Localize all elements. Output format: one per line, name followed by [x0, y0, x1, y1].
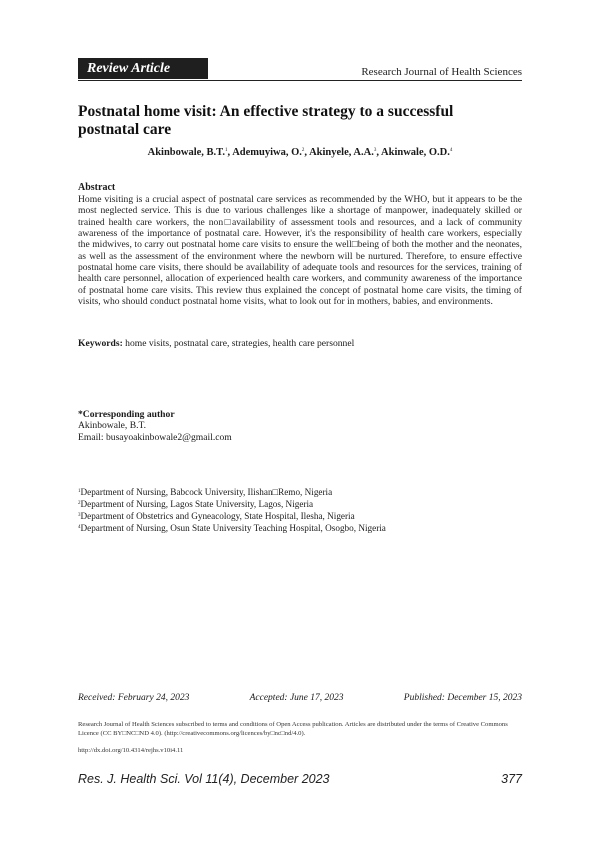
- journal-name: Research Journal of Health Sciences: [361, 66, 522, 78]
- author-name: Akinyele, A.A.: [309, 147, 374, 158]
- affiliation-item: [78, 522, 522, 534]
- received-date: Received: February 24, 2023: [78, 693, 190, 703]
- abstract-text: Home visiting is a crucial aspect of postnatal care services as recommended by the WHO, but it appears to be the most neglected service. This is due to various challenges like a shortage of manpower, inadequately skilled or trained health care workers, the non□availability of assessment tools and resources, and a lack of community awareness of the importance of postnatal care. However, it's the responsibility of health care workers, especially the midwives, to carry out postnatal home care visits to ensure the well□being of both the mother and the neonates, as well as the assessment of the environment where the newborn will be nurtured. Therefore, to ensure effective postnatal home care visits, there should be availability of adequate tools and resources for the services, training of health care personnel, allocation of experienced health care workers, and community awareness of the importance of postnatal home care visits. This review thus explained the concept of postnatal home care visits, the timing of visits, who should conduct postnatal home visits, what to look out for in mothers, babies, and environments.: [78, 194, 522, 308]
- page-footer: [78, 772, 522, 786]
- affiliation-text: Department of Obstetrics and Gyneacology, State Hospital, Ilesha, Nigeria: [80, 511, 355, 522]
- corresponding-author-email[interactable]: Email: busayoakinbowale2@gmail.com: [78, 431, 232, 443]
- affiliations: [78, 486, 522, 534]
- header-divider: [78, 80, 522, 81]
- affiliation-marker: 3: [78, 513, 81, 519]
- author-affiliation-marker: 3: [373, 148, 377, 153]
- affiliation-marker: 1: [78, 489, 81, 494]
- affiliation-text: Department of Nursing, Osun State University Teaching Hospital, Osogbo, Nigeria: [80, 523, 386, 534]
- affiliation-item: [78, 498, 522, 510]
- author-name: Ademuyiwa, O.: [232, 147, 302, 158]
- author-list: Akinbowale, B.T.$^1$, Ademuyiwa, O.$^2$, Akinyele, A.A.$^3$, Akinwale, O.D.$^4$: [147, 147, 453, 158]
- affiliation-marker: 4: [78, 525, 81, 531]
- keywords: [78, 338, 522, 349]
- author-affiliation-marker: 4: [449, 148, 453, 153]
- doi-link[interactable]: http://dx.doi.org/10.4314/rejhs.v10i4.11: [78, 747, 184, 754]
- corresponding-author: [78, 409, 378, 443]
- affiliation-item: [78, 510, 522, 522]
- page-number: 377: [501, 772, 522, 786]
- published-date: Published: December 15, 2023: [403, 693, 522, 703]
- author-affiliation-marker: 2: [301, 148, 305, 153]
- affiliation-text: Department of Nursing, Babcock University, Ilishan□Remo, Nigeria: [80, 487, 333, 497]
- author-affiliation-marker: 1: [225, 148, 228, 153]
- paper-title: Postnatal home visit: An effective strategy to a successful postnatal care: [78, 103, 454, 138]
- author-name: Akinbowale, B.T.: [147, 147, 226, 158]
- corresponding-author-name: Akinbowale, B.T.: [78, 420, 147, 432]
- affiliation-marker: 2: [78, 501, 81, 507]
- article-type-badge: Review Article: [78, 58, 208, 79]
- corresponding-author-heading: *Corresponding author: [78, 409, 175, 420]
- footer-citation: Res. J. Health Sci. Vol 11(4), December 2023: [78, 772, 330, 786]
- affiliation-text: Department of Nursing, Lagos State University, Lagos, Nigeria: [80, 499, 314, 510]
- license-notice: Research Journal of Health Sciences subscribed to terms and conditions of Open Access publication. Articles are distributed under the terms of Creative Commons Licence (CC BY□NC□ND 4.0). (http://creativecommons.org/licences/by□nc□nd/4.0).: [78, 721, 508, 738]
- accepted-date: Accepted: June 17, 2023: [249, 693, 344, 703]
- publication-dates: [78, 693, 522, 703]
- keywords-label: Keywords:: [78, 338, 123, 349]
- abstract-heading: Abstract: [78, 182, 116, 193]
- affiliation-item: [78, 486, 522, 498]
- author-name: Akinwale, O.D.: [381, 147, 450, 158]
- keywords-text: home visits, postnatal care, strategies, health care personnel: [125, 338, 355, 349]
